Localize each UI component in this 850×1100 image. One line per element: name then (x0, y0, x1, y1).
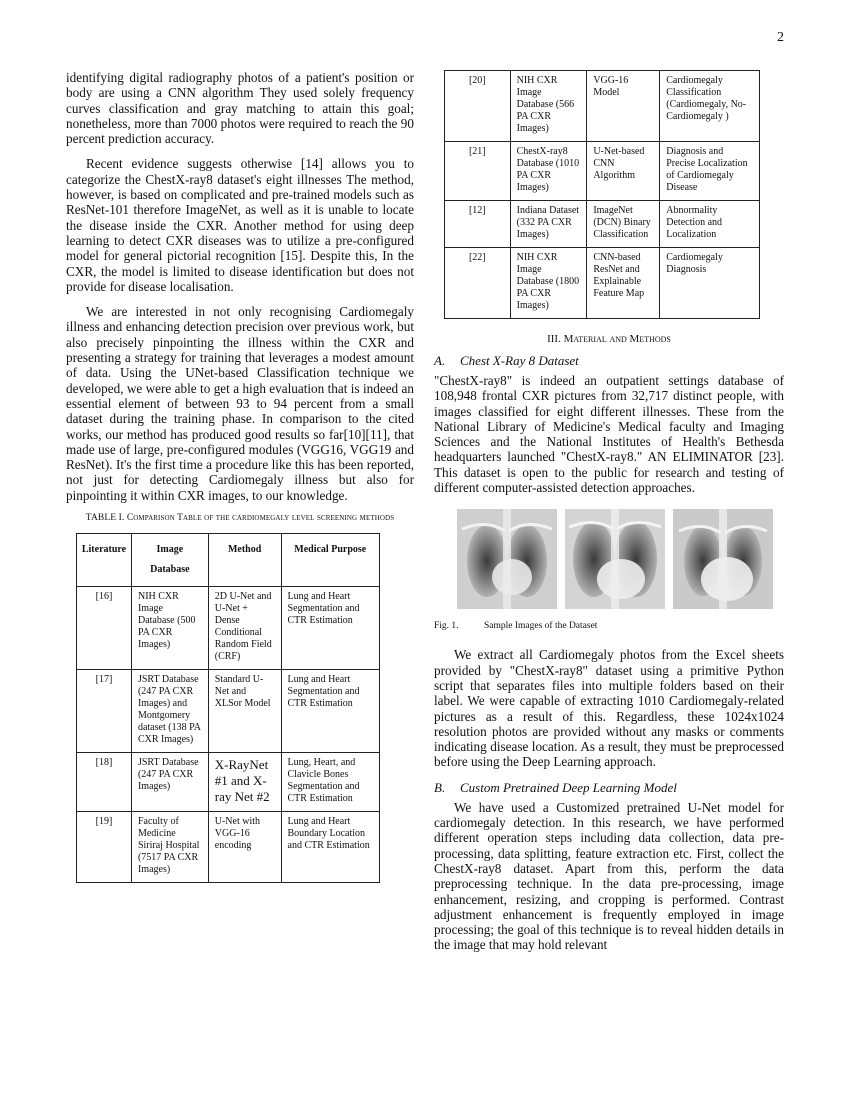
chest-xray-image (457, 509, 557, 609)
table-cell-db: NIH CXR Image Database (566 PA CXR Images) (510, 71, 587, 142)
paragraph: Recent evidence suggests otherwise [14] allows you to categorize the ChestX-ray8 dataset's eight illnesses The method, however, is based on complicated and pre-trained models such as ResNet-101 therefore ImageNet, as well as it is unable to locate the disease inside the CXR. Another method for using deep learning to detect CXR diseases was to utilize a pre-configured model for general pictorial recognition [15]. Despite this, In the CXR, the model is limited to disease identification but does not provide for disease localisation. (66, 156, 414, 294)
table-header-literature: Literature (77, 534, 132, 587)
table-cell-db: NIH CXR Image Database (1800 PA CXR Images) (510, 248, 587, 319)
table-row (445, 142, 760, 201)
table-cell-db: JSRT Database (247 PA CXR Images) (131, 753, 208, 812)
section-heading (434, 333, 784, 345)
paragraph: We extract all Cardiomegaly photos from the Excel sheets provided by "ChestX-ray8" dataset using a primitive Python script that separates files into multiple folders based on their label. We were capable of extracting 1010 Cardiomegaly-related pictures as a result of this. Regardless, these 1024x1024 resolution photos are provided without any masks or comments indicating disease location. As a result, they must be preprocessed before using the Deep Learning approach. (434, 647, 784, 770)
table-cell-method: X-RayNet #1 and X-ray Net #2 (208, 753, 281, 812)
table-cell-ref: [12] (445, 201, 511, 248)
subsection-letter: B. (434, 779, 446, 795)
table-caption-text: Comparison Table of the cardiomegaly level screening methods (126, 513, 395, 524)
table-header-image-database: Image Database (131, 534, 208, 587)
page-number: 2 (777, 30, 784, 45)
table-row (445, 201, 760, 248)
table-header-row (77, 534, 380, 587)
table-row (77, 812, 380, 883)
left-column (66, 70, 414, 883)
table-cell-db: ChestX-ray8 Database (1010 PA CXR Images) (510, 142, 587, 201)
table-header-method: Method (208, 534, 281, 587)
table-cell-purpose: Lung, Heart, and Clavicle Bones Segmentation and CTR Estimation (281, 753, 379, 812)
table-cell-ref: [22] (445, 248, 511, 319)
chest-xray-image (673, 509, 773, 609)
chest-xray-image (565, 509, 665, 609)
table-row (445, 71, 760, 142)
subsection-heading-b (434, 780, 784, 796)
table-row (445, 248, 760, 319)
table-cell-method: ImageNet (DCN) Binary Classification (587, 201, 660, 248)
table-cell-ref: [21] (445, 142, 511, 201)
table-cell-ref: [20] (445, 71, 511, 142)
subsection-heading-a (434, 353, 784, 369)
paragraph: We are interested in not only recognising Cardiomegaly illness and enhancing detection precision over previous work, but also precisely pinpointing the illness within the CXR and presenting a strategy for training that leverages a modest amount of data. Using the UNet-based Classification technique we developed, we were able to get a high evaluation that is indeed an essential element of between 93 to 94 percent from a small dataset during the training phase. In comparison to the cited works, our method has produced good results so far[10][11], that made use of large, pre-configured modules (VGG16, VGG19 and ResNet). It's the first time a procedure like this has been reported, not just for detecting Cardiomegaly illness but also for pinpointing it within CXR images, to our knowledge. (66, 304, 414, 503)
section-number: III. (547, 333, 561, 345)
table-cell-method: VGG-16 Model (587, 71, 660, 142)
table-cell-purpose: Abnormality Detection and Localization (660, 201, 760, 248)
table-caption (66, 513, 414, 523)
table-cell-purpose: Lung and Heart Boundary Location and CTR Estimation (281, 812, 379, 883)
subsection-title: Chest X-Ray 8 Dataset (460, 353, 579, 368)
table-cell-ref: [18] (77, 753, 132, 812)
paragraph: We have used a Customized pretrained U-Net model for cardiomegaly detection. In this research, we have performed different operation steps including data collection, data pre-processing, data splitting, feature extraction etc. First, collect the ChestX-ray8 dataset. Apart from this, perform the data preprocessing technique. In the data pre-processing, image enhancement, resizing, and cropping is performed. Contrast adjustment enhancement is frequently employed in image processing; the goal of this technique is to reveal hidden details in the image that may hold relevant (434, 799, 784, 953)
table-row (77, 587, 380, 670)
table-cell-ref: [16] (77, 587, 132, 670)
table-cell-method: CNN-based ResNet and Explainable Feature Map (587, 248, 660, 319)
subsection-title: Custom Pretrained Deep Learning Model (460, 779, 677, 795)
table-cell-purpose: Cardiomegaly Classification (Cardiomegaly, No-Cardiomegaly ) (660, 71, 760, 142)
right-column (434, 70, 784, 963)
figure-images (446, 509, 784, 609)
table-row (77, 670, 380, 753)
figure-caption (434, 621, 784, 631)
paragraph: identifying digital radiography photos of a patient's position or body are using a CNN algorithm They used solely frequency curves classification and gray matching to attain this goal; nonetheless, more than 7000 photos were required to reach the 90 percent prediction accuracy. (66, 70, 414, 147)
table-caption-label: TABLE I. (85, 513, 125, 524)
table-cell-method: U-Net with VGG-16 encoding (208, 812, 281, 883)
table-cell-db: JSRT Database (247 PA CXR Images) and Montgomery dataset (138 PA CXR Images) (131, 670, 208, 753)
table-row (77, 753, 380, 812)
table-cell-method: Standard U-Net and XLSor Model (208, 670, 281, 753)
figure-caption-text: Sample Images of the Dataset (484, 621, 598, 632)
table-cell-purpose: Cardiomegaly Diagnosis (660, 248, 760, 319)
table-cell-purpose: Diagnosis and Precise Localization of Cardiomegaly Disease (660, 142, 760, 201)
comparison-table-continued (444, 70, 760, 319)
comparison-table (76, 533, 380, 883)
table-header-medical-purpose: Medical Purpose (281, 534, 379, 587)
figure-label: Fig. 1. (434, 621, 459, 632)
table-cell-purpose: Lung and Heart Segmentation and CTR Estimation (281, 670, 379, 753)
subsection-letter: A. (434, 353, 446, 368)
table-cell-db: Indiana Dataset (332 PA CXR Images) (510, 201, 587, 248)
table-cell-db: Faculty of Medicine Siriraj Hospital (7517 PA CXR Images) (131, 812, 208, 883)
table-cell-db: NIH CXR Image Database (500 PA CXR Images) (131, 587, 208, 670)
table-cell-ref: [19] (77, 812, 132, 883)
table-cell-method: 2D U-Net and U-Net + Dense Conditional Random Field (CRF) (208, 587, 281, 670)
table-cell-method: U-Net-based CNN Algorithm (587, 142, 660, 201)
paragraph: "ChestX-ray8" is indeed an outpatient settings database of 108,948 frontal CXR pictures from 32,717 distinct people, with images classified for eight different illnesses. These from the National Library of Medicine's Medical faculty and Imaging Sciences and the National Institutes of Health's Bethesda headquarters launched "ChestX-ray8." AN ELIMINATOR [23]. This dataset is open to the public for research and testing of different computer-assisted detection approaches. (434, 373, 784, 496)
section-title: Material and Methods (563, 333, 671, 345)
table-cell-ref: [17] (77, 670, 132, 753)
table-cell-purpose: Lung and Heart Segmentation and CTR Estimation (281, 587, 379, 670)
